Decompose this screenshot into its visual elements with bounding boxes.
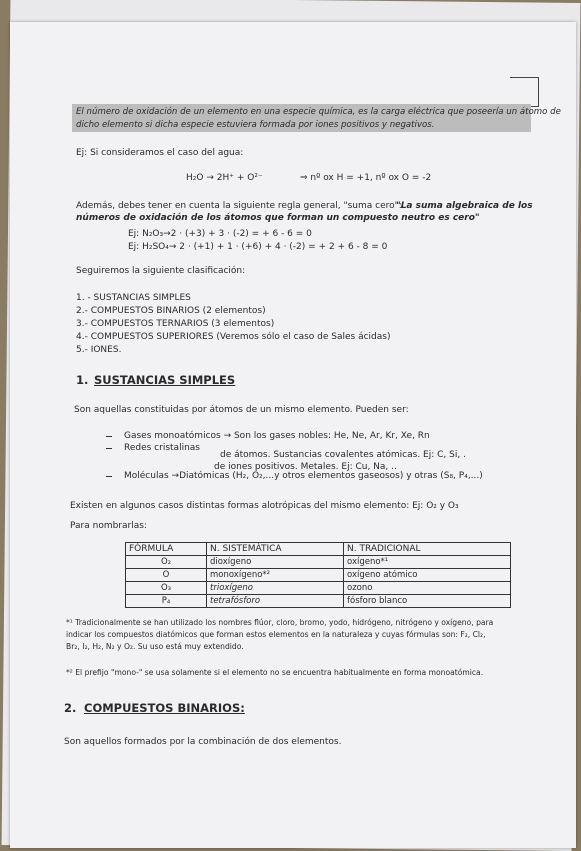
bullet-dash bbox=[106, 436, 112, 437]
section2-number: 2. bbox=[64, 701, 77, 715]
table-cell: monoxígeno*² bbox=[207, 569, 344, 582]
footnote-1-line-1: *¹ Tradicionalmente se han utilizado los nombres flúor, cloro, bromo, yodo, hidrógeno, nitrógeno y oxígeno, para bbox=[66, 618, 494, 627]
water-equation: H₂O → 2H⁺ + O²⁻ bbox=[186, 173, 263, 183]
footnote-1-line-2: indicar los compuestos diatómicos que forman estos elementos en la naturaleza y cuyas fórmulas son: F₂, Cl₂, bbox=[66, 630, 486, 639]
table-cell: fósforo blanco bbox=[344, 595, 511, 608]
water-oxidation-numbers: ⇒ nº ox H = +1, nº ox O = -2 bbox=[300, 173, 432, 183]
definition-line-1: El número de oxidación de un elemento en una especie química, es la carga eléctrica que poseería un átomo de bbox=[76, 107, 561, 117]
footnote-1-line-3: Br₂, I₂, H₂, N₂ y O₂. Su uso está muy extendido. bbox=[66, 642, 244, 651]
classification-intro: Seguiremos la siguiente clasificación: bbox=[76, 266, 246, 276]
sum-rule-plain: Además, debes tener en cuenta la siguiente regla general, "suma cero": bbox=[76, 201, 402, 211]
section1-intro: Son aquellas constituidas por átomos de un mismo elemento. Pueden ser: bbox=[74, 405, 409, 415]
table-cell: tetrafósforo bbox=[207, 595, 344, 608]
classification-item: 5.- IONES. bbox=[76, 345, 122, 355]
table-cell: P₄ bbox=[126, 595, 207, 608]
example-n2o3: Ej: N₂O₃→2 · (+3) + 3 · (-2) = + 6 - 6 = 0 bbox=[128, 229, 312, 239]
example-intro: Ej: Si consideramos el caso del agua: bbox=[76, 148, 244, 158]
classification-item: 2.- COMPUESTOS BINARIOS (2 elementos) bbox=[76, 306, 266, 316]
classification-item: 4.- COMPUESTOS SUPERIORES (Veremos sólo el caso de Sales ácidas) bbox=[76, 332, 391, 342]
column-header: FÓRMULA bbox=[126, 543, 207, 556]
section1-title: SUSTANCIAS SIMPLES bbox=[94, 373, 236, 387]
sum-rule-bold-1: "La suma algebraica de los bbox=[396, 201, 533, 211]
table-cell: O bbox=[126, 569, 207, 582]
section2-intro: Son aquellos formados por la combinación de dos elementos. bbox=[64, 737, 342, 747]
table-cell: O₂ bbox=[126, 556, 207, 569]
definition-line-2: dicho elemento si dicha especie estuviera formada por iones positivos y negativos. bbox=[76, 120, 435, 130]
naming-intro: Para nombrarlas: bbox=[70, 521, 147, 531]
classification-item: 3.- COMPUESTOS TERNARIOS (3 elementos) bbox=[76, 319, 275, 329]
table-cell: ozono bbox=[344, 582, 511, 595]
bullet-dash bbox=[106, 448, 112, 449]
table-cell: dioxígeno bbox=[207, 556, 344, 569]
bullet-crystal-ions: de iones positivos. Metales. Ej: Cu, Na, .. bbox=[214, 462, 397, 472]
naming-table bbox=[125, 542, 511, 608]
table-cell: oxígeno atómico bbox=[344, 569, 511, 582]
table-row bbox=[126, 569, 511, 582]
page-corner-box bbox=[510, 77, 539, 107]
sum-rule-bold-2: números de oxidación de los átomos que forman un compuesto neutro es cero" bbox=[76, 213, 480, 223]
bullet-crystal-label: Redes cristalinas bbox=[124, 443, 200, 453]
allotropic-line: Existen en algunos casos distintas formas alotrópicas del mismo elemento: Ej: O₂ y O₃ bbox=[70, 501, 459, 511]
table-cell: O₃ bbox=[126, 582, 207, 595]
bullet-dash bbox=[106, 476, 112, 477]
classification-item: 1. - SUSTANCIAS SIMPLES bbox=[76, 293, 191, 303]
table-header-row bbox=[126, 543, 511, 556]
table-row bbox=[126, 595, 511, 608]
example-h2so4: Ej: H₂SO₄→ 2 · (+1) + 1 · (+6) + 4 · (-2) = + 2 + 6 - 8 = 0 bbox=[128, 242, 388, 252]
bullet-monoatomic: Gases monoatómicos → Son los gases nobles: He, Ne, Ar, Kr, Xe, Rn bbox=[124, 431, 430, 441]
column-header: N. SISTEMÁTICA bbox=[207, 543, 344, 556]
section1-number: 1. bbox=[76, 373, 89, 387]
table-cell: oxígeno*¹ bbox=[344, 556, 511, 569]
column-header: N. TRADICIONAL bbox=[344, 543, 511, 556]
table-row bbox=[126, 582, 511, 595]
section2-title: COMPUESTOS BINARIOS: bbox=[84, 701, 245, 715]
bullet-crystal-atoms: de átomos. Sustancias covalentes atómicas. Ej: C, Si, . bbox=[220, 450, 466, 460]
table-row bbox=[126, 556, 511, 569]
footnote-2: *² El prefijo "mono-" se usa solamente si el elemento no se encuentra habitualmente en forma monoatómica. bbox=[66, 668, 484, 677]
bullet-molecules: Moléculas →Diatómicas (H₂, O₂,...y otros elementos gaseosos) y otras (S₈, P₄,...) bbox=[124, 471, 483, 481]
table-cell: trioxígeno bbox=[207, 582, 344, 595]
